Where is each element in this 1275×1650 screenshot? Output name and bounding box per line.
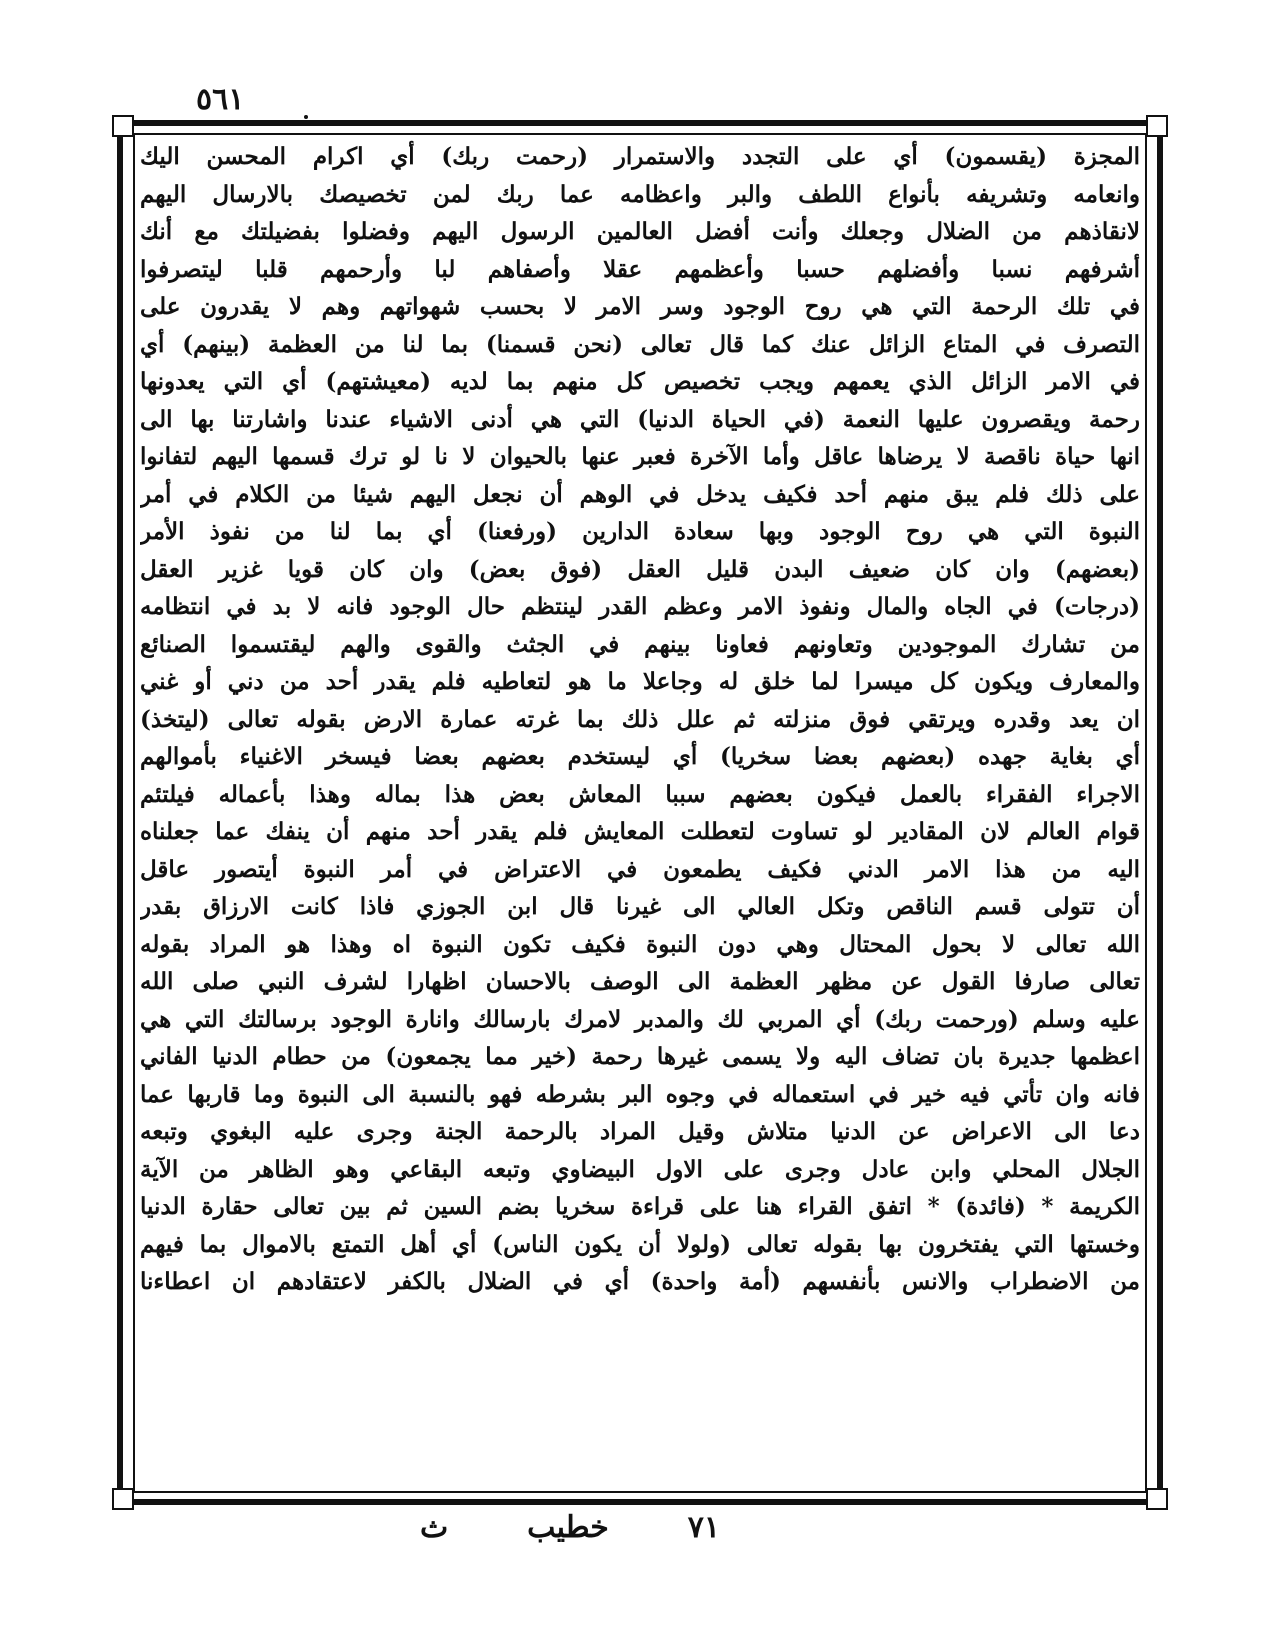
text-line: في الامر الزائل الذي يعمهم ويجب تخصيص كل منهم بما لديه (معيشتهم) أي التي يعدونها xyxy=(140,368,1140,395)
text-line: النبوة التي هي روح الوجود وبها سعادة الدارين (ورفعنا) أي بما لنا من نفوذ الأمر xyxy=(140,518,1140,545)
footer-signature: ث xyxy=(420,1510,449,1545)
text-line: (بعضهم) وان كان ضعيف البدن قليل العقل (فوق بعض) وان كان قويا غزير العقل xyxy=(140,555,1140,583)
text-line: رحمة ويقصرون عليها النعمة (في الحياة الدنيا) التي هي أدنى الاشياء عندنا واشارتنا بها الى xyxy=(140,405,1140,433)
text-line: عليه وسلم (ورحمت ربك) أي المربي لك والمدبر لامرك بارسالك وانارة الوجود برسالتك التي هي xyxy=(140,1005,1140,1033)
page-number: ٥٦١ xyxy=(196,82,245,117)
text-line: من الاضطراب والانس بأنفسهم (أمة واحدة) أي في الضلال بالكفر لاعتقادهم ان اعطاءنا xyxy=(140,1268,1140,1295)
text-line: قوام العالم لان المقادير لو تساوت لتعطلت المعايش فلم يقدر أحد منهم أن ينفك عما جعلناه xyxy=(140,818,1140,845)
text-line: تعالى صارفا القول عن مظهر العظمة الى الوصف بالاحسان اظهارا لشرف النبي صلى الله xyxy=(140,968,1140,995)
text-line: المجزة (يقسمون) أي على التجدد والاستمرار (رحمت ربك) أي اكرام المحسن اليك xyxy=(140,143,1140,170)
text-line: الكريمة * (فائدة) * اتفق القراء هنا على قراءة سخريا بضم السين ثم بين تعالى حقارة الدنيا xyxy=(140,1193,1140,1220)
footer xyxy=(420,1510,720,1545)
text-block xyxy=(140,138,1140,1488)
text-line: فانه وان تأتي فيه خير في استعماله في وجوه البر بشرطه فهو بالنسبة الى النبوة وما قاربها عما xyxy=(140,1080,1140,1108)
text-line: ان يعد وقدره ويرتقي فوق منزلته ثم علل ذلك بما غرته عمارة الارض بقوله تعالى (ليتخذ) xyxy=(140,705,1140,733)
text-line: وخستها التي يفتخرون بها بقوله تعالى (ولولا أن يكون الناس) أي أهل التمتع بالاموال بما فيهم xyxy=(140,1230,1140,1258)
corner-ornament-top-right xyxy=(1146,115,1168,137)
text-line: الله تعالى لا بحول المحتال وهي دون النبوة فكيف تكون النبوة اه وهذا هو المراد بقوله xyxy=(140,930,1140,958)
text-line: اليه من هذا الامر الدني فكيف يطمعون في الاعتراض في أمر النبوة أيتصور عاقل xyxy=(140,855,1140,883)
text-line: من تشارك الموجودين وتعاونهم فعاونا بينهم في الجثث والقوى والهم ليقتسموا الصنائع xyxy=(140,630,1140,658)
text-line: والمعارف ويكون كل ميسرا لما خلق له وجاعلا ما هو لتعاطيه فلم يقدر أحد من دني أو غني xyxy=(140,668,1140,695)
text-line: أن تتولى قسم الناقص وتكل العالي الى غيرنا قال ابن الجوزي فاذا كانت الارزاق بقدر xyxy=(140,893,1140,920)
text-line: أشرفهم نسبا وأفضلهم حسبا وأعظمهم عقلا وأصفاهم لبا وأرحمهم قلبا ليتصرفوا xyxy=(140,255,1140,283)
corner-ornament-top-left xyxy=(112,115,134,137)
text-line: الجلال المحلي وابن عادل وجرى على الاول البيضاوي وتبعه البقاعي وهو الظاهر من الآية xyxy=(140,1155,1140,1183)
text-line: دعا الى الاعراض عن الدنيا متلاش وقيل المراد بالرحمة الجنة وجرى عليه البغوي وتبعه xyxy=(140,1118,1140,1145)
text-line: أي بغاية جهده (بعضهم بعضا سخريا) أي ليستخدم بعضهم بعضا فيسخر الاغنياء بأموالهم xyxy=(140,743,1140,770)
text-line: لانقاذهم من الضلال وجعلك وأنت أفضل العالمين الرسول اليهم وفضلوا بفضيلتك مع أنك xyxy=(140,218,1140,245)
footer-page-number: ٧١ xyxy=(687,1510,720,1545)
corner-ornament-bottom-right xyxy=(1146,1488,1168,1510)
text-line: في تلك الرحمة التي هي روح الوجود وسر الامر لا بحسب شهواتهم وهم لا يقدرون على xyxy=(140,293,1140,320)
text-line: انها حياة ناقصة لا يرضاها عاقل وأما الآخرة فعبر عنها بالحيوان لا نا لو ترك قسمها اليهم لتفانوا xyxy=(140,443,1140,470)
fold-mark xyxy=(304,115,308,119)
text-line: (درجات) في الجاه والمال ونفوذ الامر وعظم القدر لينتظم حال الوجود فانه لا بد في انتظامه xyxy=(140,593,1140,620)
text-line: التصرف في المتاع الزائل عنك كما قال تعالى (نحن قسمنا) بما لنا من العظمة (بينهم) أي xyxy=(140,330,1140,358)
text-line: الاجراء الفقراء بالعمل فيكون بعضهم سببا المعاش بعض هذا بماله وهذا بأعماله فيلتئم xyxy=(140,780,1140,808)
corner-ornament-bottom-left xyxy=(112,1488,134,1510)
footer-volume-name: خطيب xyxy=(527,1510,609,1545)
text-line: على ذلك فلم يبق منهم أحد فكيف يدخل في الوهم أن نجعل اليهم شيئا من الكلام في أمر xyxy=(140,480,1140,508)
text-line: اعظمها جديرة بان تضاف اليه ولا يسمى غيرها رحمة (خير مما يجمعون) من حطام الدنيا الفاني xyxy=(140,1043,1140,1070)
text-line: وانعامه وتشريفه بأنواع اللطف والبر واعظامه عما ربك لمن تخصيصك بالارسال اليهم xyxy=(140,180,1140,208)
